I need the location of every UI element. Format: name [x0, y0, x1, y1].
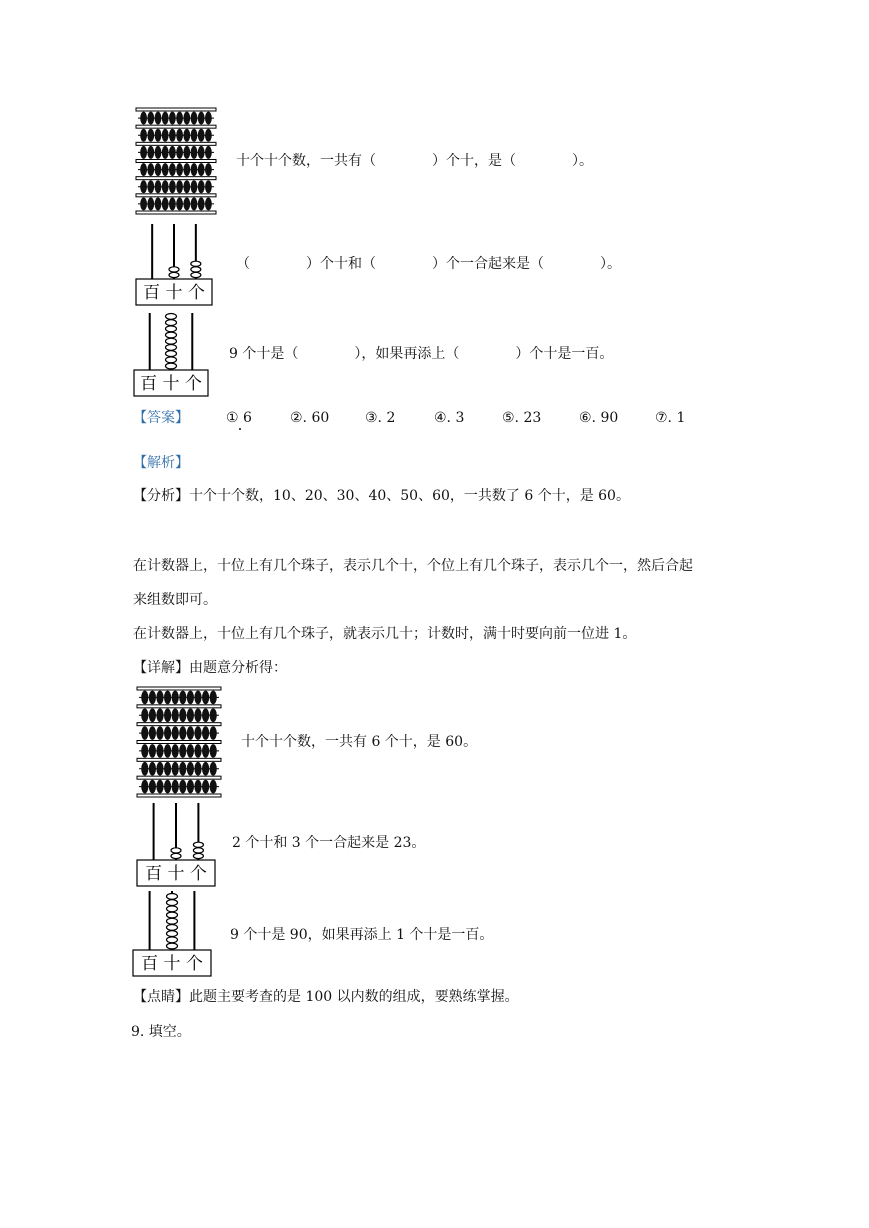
bead — [198, 180, 205, 193]
bead — [176, 146, 183, 159]
abacus-bead — [167, 937, 178, 943]
bead — [198, 197, 205, 210]
frame-bar — [136, 108, 216, 111]
bead — [149, 691, 156, 705]
bead — [155, 197, 162, 210]
abacus-place-labels: 百 十 个 — [145, 864, 207, 884]
bead — [191, 180, 198, 193]
bead — [141, 780, 148, 794]
abacus-bead — [191, 267, 201, 272]
bead — [191, 197, 198, 210]
abacus-bead — [171, 848, 181, 853]
bead — [156, 780, 163, 794]
answer-item-6: ⑥. 90 — [579, 410, 619, 426]
bead — [162, 129, 169, 142]
detail-line-1: 十个十个数，一共有 6 个十，是 60。 — [241, 734, 478, 750]
answer-label: 【答案】 — [133, 410, 189, 426]
bead — [155, 112, 162, 125]
bead — [179, 744, 186, 758]
abacus-bead — [167, 943, 178, 949]
bead — [202, 762, 209, 776]
bead — [179, 780, 186, 794]
bead — [210, 691, 217, 705]
bead — [205, 163, 212, 176]
abacus-bead — [167, 931, 178, 937]
bead — [191, 163, 198, 176]
bead — [164, 744, 171, 758]
bead — [162, 180, 169, 193]
bead — [141, 762, 148, 776]
bead — [147, 197, 154, 210]
bead — [183, 163, 190, 176]
bead — [164, 708, 171, 722]
bead — [169, 112, 176, 125]
bead — [149, 726, 156, 740]
bead — [210, 762, 217, 776]
bead — [194, 780, 201, 794]
analysis-fenxi: 【分析】十个十个数，10、20、30、40、50、60，一共数了 6 个十，是 60。 — [133, 488, 630, 504]
bead — [164, 691, 171, 705]
analysis-xiangjie: 【详解】由题意分析得： — [133, 660, 287, 676]
bead — [155, 180, 162, 193]
abacus-bead — [166, 338, 177, 344]
bead — [169, 180, 176, 193]
abacus-bead — [166, 357, 177, 363]
bead — [187, 744, 194, 758]
abacus-bead — [191, 272, 201, 277]
analysis-paragraph-1-line-2: 来组数即可。 — [133, 592, 217, 608]
bead — [194, 744, 201, 758]
abacus-figure-nine-top — [133, 311, 209, 397]
bead — [140, 112, 147, 125]
frame-bar — [137, 776, 221, 779]
detail-line-3: 9 个十是 90，如果再添上 1 个十是一百。 — [230, 927, 494, 943]
abacus-bead — [193, 853, 203, 858]
frame-bar — [136, 177, 216, 180]
bead — [194, 726, 201, 740]
answer-item-7: ⑦. 1 — [655, 410, 686, 426]
bead — [210, 708, 217, 722]
abacus-bead — [171, 853, 181, 858]
bead — [156, 762, 163, 776]
frame-bar — [137, 687, 221, 690]
bead — [205, 180, 212, 193]
abacus-place-labels: 百 十 个 — [140, 374, 202, 394]
abacus-bead — [166, 314, 177, 320]
bead — [183, 197, 190, 210]
bead — [198, 112, 205, 125]
dianjing-note: 【点睛】此题主要考查的是 100 以内数的组成，要熟练掌握。 — [133, 989, 519, 1005]
bead — [176, 112, 183, 125]
frame-bar — [137, 705, 221, 708]
bead — [187, 780, 194, 794]
frame-bar — [136, 142, 216, 145]
abacus-bead — [167, 906, 178, 912]
bead — [202, 780, 209, 794]
frame-bar — [137, 741, 221, 744]
bead — [141, 744, 148, 758]
bead — [202, 708, 209, 722]
bead — [140, 180, 147, 193]
bead — [210, 726, 217, 740]
bead — [172, 762, 179, 776]
bead — [164, 726, 171, 740]
bead — [205, 112, 212, 125]
abacus-bead — [166, 351, 177, 357]
bead — [191, 129, 198, 142]
frame-bar — [136, 194, 216, 197]
bead — [198, 129, 205, 142]
bead — [194, 708, 201, 722]
abacus-bead — [167, 925, 178, 931]
bead — [183, 180, 190, 193]
bead — [198, 163, 205, 176]
abacus-figure-detail — [136, 801, 216, 887]
bead — [172, 708, 179, 722]
answer-item-4: ④. 3 — [434, 410, 465, 426]
bead — [176, 163, 183, 176]
bead — [191, 146, 198, 159]
bead — [162, 112, 169, 125]
abacus-figure-top — [135, 222, 213, 306]
bead — [164, 780, 171, 794]
abacus-bead — [193, 842, 203, 847]
abacus-bead — [166, 332, 177, 338]
bead — [179, 726, 186, 740]
bead — [172, 691, 179, 705]
bead — [169, 146, 176, 159]
bead — [147, 163, 154, 176]
bead — [141, 691, 148, 705]
bead — [187, 691, 194, 705]
bead — [162, 146, 169, 159]
bead — [194, 691, 201, 705]
next-question-heading: 9. 填空。 — [131, 1024, 191, 1040]
analysis-paragraph-1-line-1: 在计数器上，十位上有几个珠子，表示几个十，个位上有几个珠子，表示几个一，然后合起 — [133, 558, 693, 574]
abacus-bead — [167, 900, 178, 906]
bead — [169, 197, 176, 210]
bead — [172, 726, 179, 740]
bead — [202, 744, 209, 758]
bead — [205, 129, 212, 142]
question-line-1: 十个十个数，一共有（ ）个十，是（ ）。 — [236, 153, 593, 169]
bead — [156, 708, 163, 722]
abacus-figure-nine-detail — [132, 889, 212, 977]
frame-bar — [136, 211, 216, 214]
bead — [164, 762, 171, 776]
frame-bar — [137, 758, 221, 761]
answer-item-2: ②. 60 — [290, 410, 330, 426]
abacus-bead — [166, 363, 177, 369]
bead — [155, 129, 162, 142]
bead — [183, 112, 190, 125]
bead — [149, 708, 156, 722]
bead — [202, 691, 209, 705]
bead — [169, 129, 176, 142]
bead — [169, 163, 176, 176]
answer-item-3: ③. 2 — [365, 410, 396, 426]
bead — [183, 146, 190, 159]
bead — [176, 129, 183, 142]
frame-bar — [136, 160, 216, 163]
bead — [140, 197, 147, 210]
bead — [187, 708, 194, 722]
frame-bar — [137, 794, 221, 797]
bead — [149, 762, 156, 776]
abacus-bead — [166, 320, 177, 326]
bead — [156, 726, 163, 740]
bead — [205, 146, 212, 159]
bead — [155, 163, 162, 176]
abacus-bead — [191, 261, 201, 266]
question-line-3: 9 个十是（ ），如果再添上（ ）个十是一百。 — [229, 346, 614, 362]
answer-dot — [239, 428, 241, 430]
bead — [176, 197, 183, 210]
analysis-label: 【解析】 — [133, 455, 189, 471]
bead — [179, 691, 186, 705]
bead — [162, 197, 169, 210]
bead — [149, 780, 156, 794]
bead — [156, 691, 163, 705]
bead — [147, 180, 154, 193]
bead — [140, 163, 147, 176]
abacus-bead — [167, 918, 178, 924]
abacus-bead — [169, 267, 179, 272]
frame-bar — [136, 125, 216, 128]
answer-item-1: ① 6 — [226, 410, 252, 426]
bead — [187, 762, 194, 776]
bead — [172, 780, 179, 794]
bead — [140, 129, 147, 142]
question-line-2: （ ）个十和（ ）个一合起来是（ ）。 — [236, 256, 621, 272]
abacus-place-labels: 百 十 个 — [141, 954, 203, 974]
bead — [210, 780, 217, 794]
bead — [183, 129, 190, 142]
bead — [179, 762, 186, 776]
bead — [162, 163, 169, 176]
bead — [191, 112, 198, 125]
abacus-bead — [167, 912, 178, 918]
answer-item-5: ⑤. 23 — [502, 410, 542, 426]
bead — [140, 146, 147, 159]
abacus-bead — [169, 272, 179, 277]
abacus-bead — [193, 848, 203, 853]
bead — [187, 726, 194, 740]
bead — [179, 708, 186, 722]
bead — [172, 744, 179, 758]
bead-rows-figure-top — [135, 108, 217, 214]
detail-line-2: 2 个十和 3 个一合起来是 23。 — [232, 835, 426, 851]
abacus-bead — [166, 345, 177, 351]
bead — [147, 129, 154, 142]
bead — [198, 146, 205, 159]
bead — [210, 744, 217, 758]
abacus-place-labels: 百 十 个 — [143, 283, 205, 303]
frame-bar — [137, 723, 221, 726]
bead — [141, 726, 148, 740]
analysis-paragraph-2: 在计数器上，十位上有几个珠子，就表示几十；计数时，满十时要向前一位进 1。 — [133, 626, 637, 642]
bead — [147, 146, 154, 159]
bead — [147, 112, 154, 125]
bead — [205, 197, 212, 210]
bead — [194, 762, 201, 776]
bead — [156, 744, 163, 758]
bead-rows-figure-detail — [136, 687, 222, 797]
bead — [149, 744, 156, 758]
abacus-bead — [167, 894, 178, 900]
bead — [141, 708, 148, 722]
bead — [176, 180, 183, 193]
bead — [202, 726, 209, 740]
bead — [155, 146, 162, 159]
abacus-bead — [166, 326, 177, 332]
